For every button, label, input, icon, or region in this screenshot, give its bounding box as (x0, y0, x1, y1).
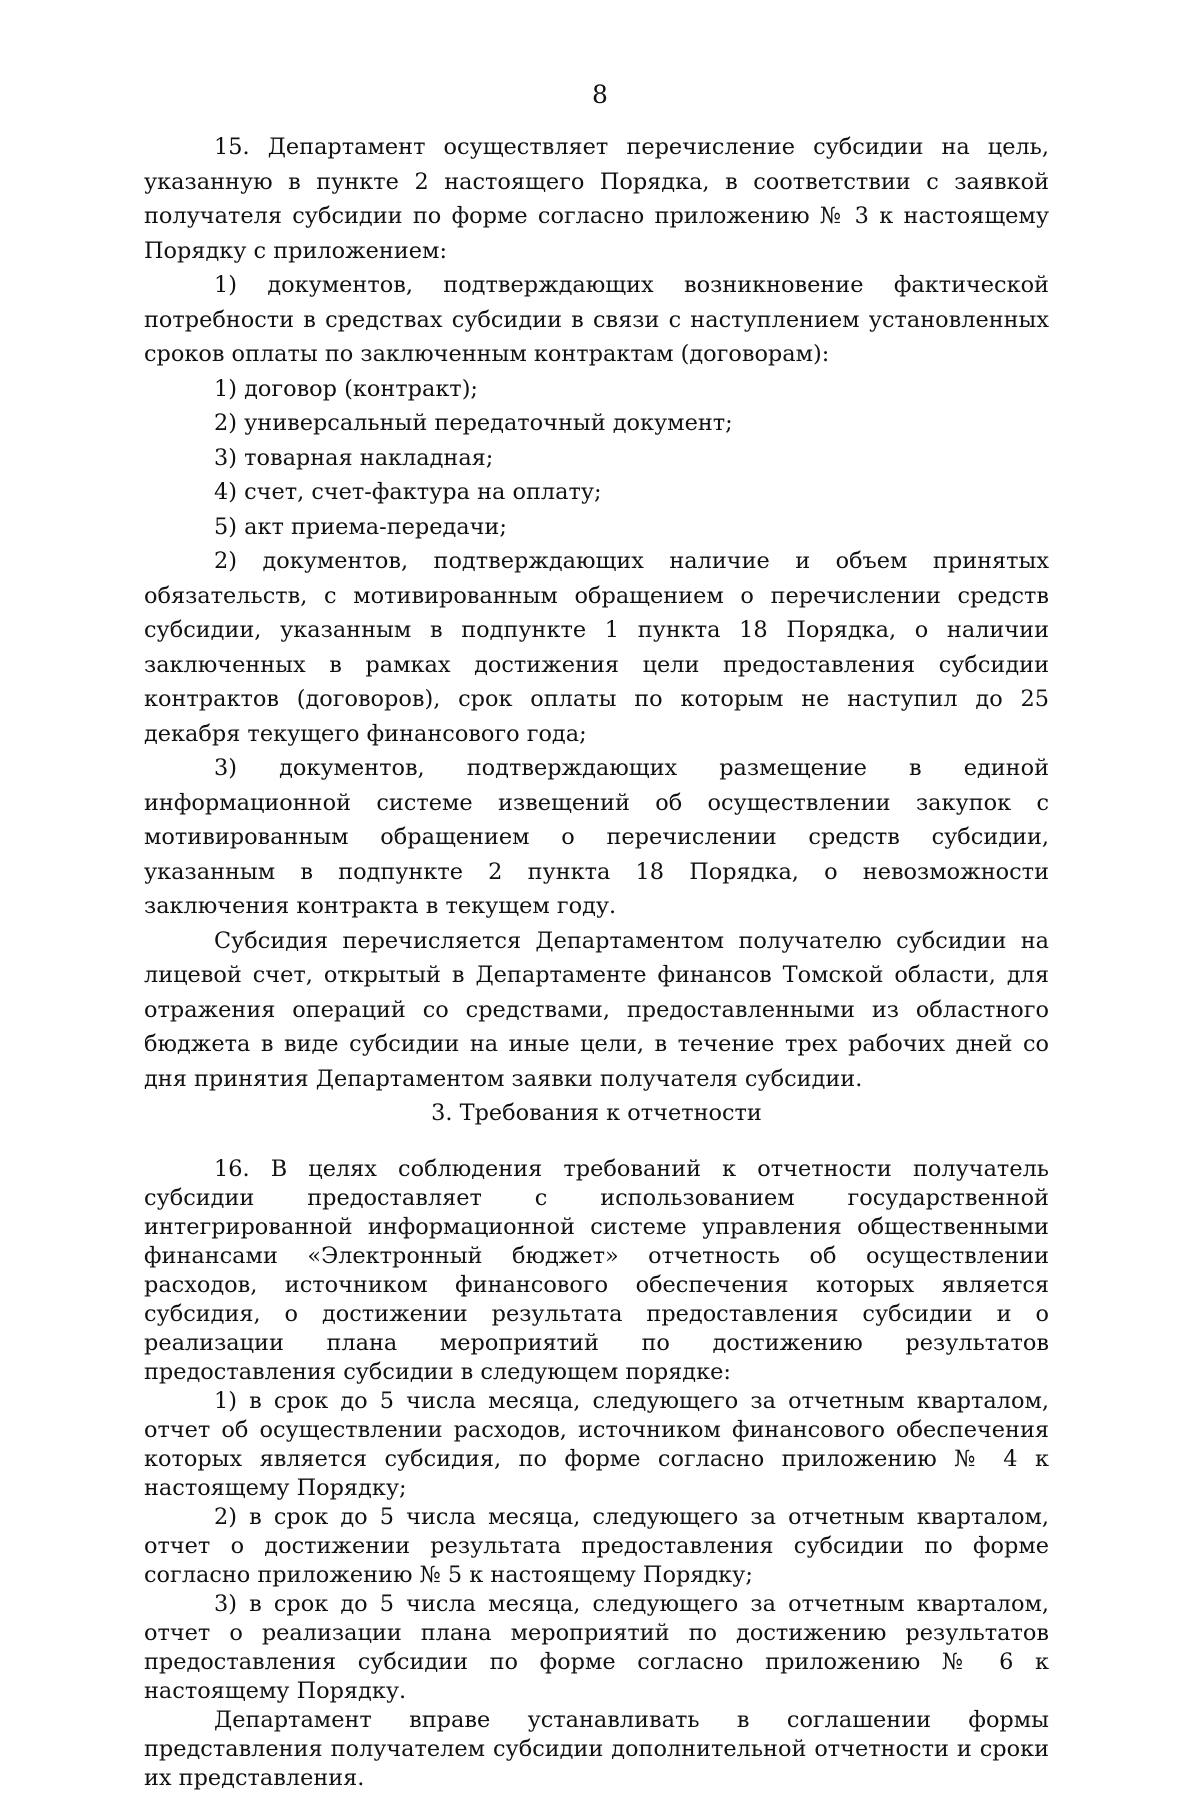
document-body (144, 130, 1049, 1793)
page-number: 8 (592, 80, 608, 109)
sub-item-2: 2) универсальный передаточный документ; (214, 410, 733, 436)
sub-item-4: 4) счет, счет-фактура на оплату; (214, 479, 602, 505)
paragraph-16-item-3: 3) в срок до 5 числа месяца, следующего за отчетным кварталом, отчет о реализации плана мероприятий по достижению результатов предоставления субсидии по форме согласно приложению № 6 к настоящему Порядку. (144, 1590, 1049, 1704)
paragraph-15-intro: 15. Департамент осуществляет перечисление субсидии на цель, указанную в пункте 2 настоящего Порядка, в соответствии с заявкой получателя субсидии по форме согласно приложению № 3 к настоящему Порядку с приложением: (144, 134, 1049, 264)
paragraph-16-item-1: 1) в срок до 5 числа месяца, следующего за отчетным кварталом, отчет об осуществлении расходов, источником финансового обеспечения которых является субсидия, по форме согласно приложению № 4 к настоящему Порядку; (144, 1387, 1049, 1501)
paragraph-15-transfer: Субсидия перечисляется Департаментом получателю субсидии на лицевой счет, открытый в Департаменте финансов Томской области, для отражения операций со средствами, предоставленными из областного бюджета в виде субсидии на иные цели, в течение трех рабочих дней со дня принятия Департаментом заявки получателя субсидии. (144, 927, 1049, 1092)
paragraph-15-item-1: 1) документов, подтверждающих возникновение фактической потребности в средствах субсидии в связи с наступлением установленных сроков оплаты по заключенным контрактам (договорам): (144, 272, 1049, 367)
sub-item-3: 3) товарная накладная; (214, 444, 494, 471)
sub-item-5: 5) акт приема-передачи; (214, 513, 507, 540)
paragraph-16-intro: 16. В целях соблюдения требований к отчетности получатель субсидии предоставляет с использованием государственной интегрированной информационной системе управления общественными финансами «Электронный бюджет» отчетность об осуществлении расходов, источником финансового обеспечения которых является субсидия, о достижении результата предоставления субсидии и о реализации плана мероприятий по достижению результатов предоставления субсидии в следующем порядке: (144, 1155, 1049, 1385)
paragraph-16-closing: Департамент вправе устанавливать в соглашении формы представления получателем субсидии дополнительной отчетности и сроки их представления. (144, 1706, 1049, 1791)
paragraph-16-item-2: 2) в срок до 5 числа месяца, следующего за отчетным кварталом, отчет о достижении результата предоставления субсидии по форме согласно приложению № 5 к настоящему Порядку; (144, 1503, 1049, 1588)
paragraph-15-item-2: 2) документов, подтверждающих наличие и объем принятых обязательств, с мотивированным обращением о перечислении средств субсидии, указанным в подпункте 1 пункта 18 Порядка, о наличии заключенных в рамках достижения цели предоставления субсидии контрактов (договоров), срок оплаты по которым не наступил до 25 декабря текущего финансового года; (144, 548, 1049, 747)
heading-spacer (144, 1131, 1049, 1155)
paragraph-15-item-3: 3) документов, подтверждающих размещение в единой информационной системе извещений об осуществлении закупок с мотивированным обращением о перечислении средств субсидии, указанным в подпункте 2 пункта 18 Порядка, о невозможности заключения контракта в текущем году. (144, 755, 1049, 919)
sub-item-1: 1) договор (контракт); (214, 375, 478, 402)
section-heading: 3. Требования к отчетности (431, 1100, 762, 1126)
